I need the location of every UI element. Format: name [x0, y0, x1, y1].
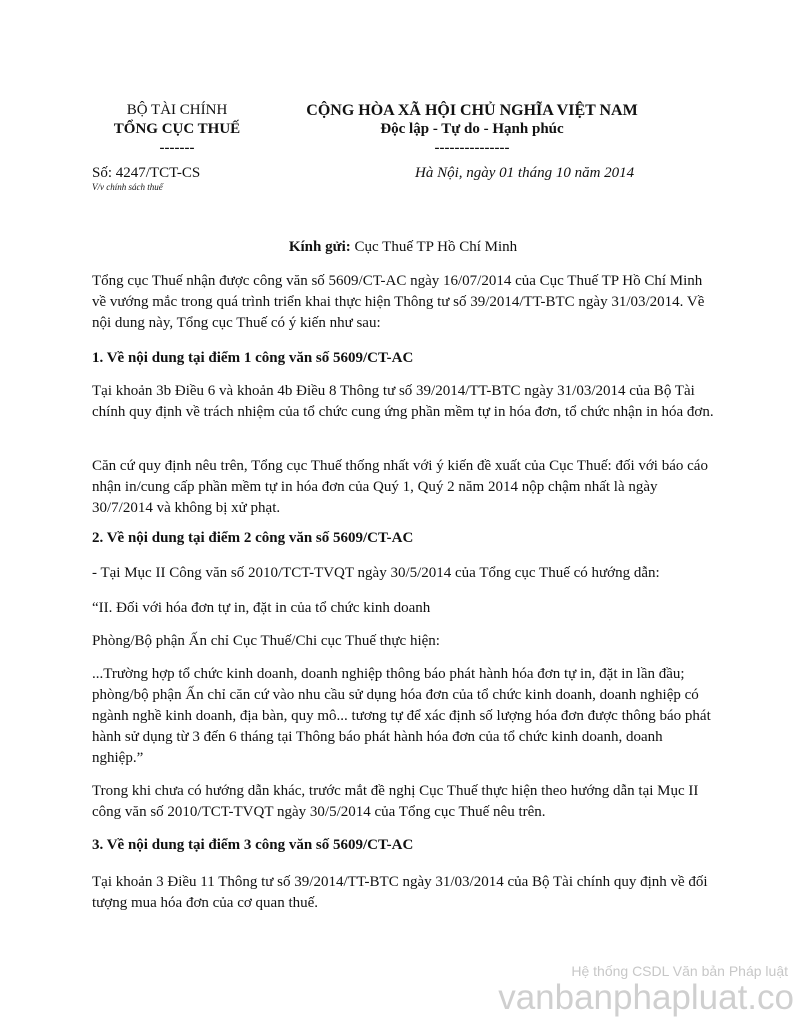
recipient-label: Kính gửi:: [288, 239, 351, 255]
section3-paragraph-1: Tại khoản 3 Điều 11 Thông tư số 39/2014/TT-BTC ngày 31/03/2014 của Bộ Tài chính quy định về đối tượng mua hóa đơn của cơ quan thuế.: [92, 874, 708, 911]
section2-paragraph-2: “II. Đối với hóa đơn tự in, đặt in của tổ chức kinh doanh: [92, 600, 431, 616]
issuer-divider: -------: [159, 140, 195, 156]
issuer-block: [92, 101, 262, 158]
section2-paragraph-5: Trong khi chưa có hướng dẫn khác, trước mắt đề nghị Cục Thuế thực hiện theo hướng dẫn tại Mục II công văn số 2010/TCT-TVQT ngày 30/5/2014 của Tổng cục Thuế nêu trên.: [92, 783, 699, 820]
intro-paragraph: Tổng cục Thuế nhận được công văn số 5609/CT-AC ngày 16/07/2014 của Cục Thuế TP Hồ Chí Minh về vướng mắc trong quá trình triển khai thực hiện Thông tư số 39/2014/TT-BTC ngày 31/03/2014. Về nội dung này, Tổng cục Thuế có ý kiến như sau:: [92, 273, 705, 331]
nation-divider: ---------------: [434, 140, 510, 156]
section1-paragraph-1: Tại khoản 3b Điều 6 và khoản 4b Điều 8 Thông tư số 39/2014/TT-BTC ngày 31/03/2014 của Bộ Tài chính quy định về trách nhiệm của tổ chức cung ứng phần mềm tự in hóa đơn, tổ chức nhận in hóa đơn.: [92, 383, 714, 420]
section2-paragraph-4: ...Trường hợp tổ chức kinh doanh, doanh nghiệp thông báo phát hành hóa đơn tự in, đặt in lần đầu; phòng/bộ phận Ấn chỉ căn cứ vào nhu cầu sử dụng hóa đơn của tổ chức kinh doanh, doanh nghiệp có ngành nghề kinh doanh, địa bàn, quy mô... tương tự để xác định số lượng hóa đơn được thông báo phát hành sử dụng từ 3 đến 6 tháng tại Thông báo phát hành hóa đơn của tổ chức kinh doanh, doanh nghiệp.”: [92, 666, 711, 766]
recipient-name: Cục Thuế TP Hồ Chí Minh: [354, 239, 518, 255]
watermark-site: vanbanphapluat.co: [498, 978, 794, 1017]
watermark-caption: Hệ thống CSDL Văn bản Pháp luật: [571, 963, 788, 979]
document-date: Hà Nội, ngày 01 tháng 10 năm 2014: [415, 165, 635, 181]
nation-title: CỘNG HÒA XÃ HỘI CHỦ NGHĨA VIỆT NAM: [306, 102, 638, 119]
document-subject: V/v chính sách thuế: [92, 182, 163, 192]
ministry-name: BỘ TÀI CHÍNH: [126, 102, 228, 118]
recipient-line: [92, 238, 714, 257]
section2-heading: 2. Về nội dung tại điểm 2 công văn số 5609/CT-AC: [92, 530, 414, 546]
document-number: Số: 4247/TCT-CS: [92, 165, 201, 181]
section3-heading: 3. Về nội dung tại điểm 3 công văn số 5609/CT-AC: [92, 837, 414, 853]
section2-paragraph-3: Phòng/Bộ phận Ấn chỉ Cục Thuế/Chi cục Thuế thực hiện:: [92, 633, 440, 649]
section1-heading: 1. Về nội dung tại điểm 1 công văn số 5609/CT-AC: [92, 350, 414, 366]
section2-paragraph-1: - Tại Mục II Công văn số 2010/TCT-TVQT ngày 30/5/2014 của Tổng cục Thuế có hướng dẫn:: [92, 565, 660, 581]
department-name: TỔNG CỤC THUẾ: [113, 121, 241, 137]
nation-motto: Độc lập - Tự do - Hạnh phúc: [380, 121, 564, 137]
section1-paragraph-2: Căn cứ quy định nêu trên, Tổng cục Thuế thống nhất với ý kiến đề xuất của Cục Thuế: đối với báo cáo nhận in/cung cấp phần mềm tự in hóa đơn của Quý 1, Quý 2 năm 2014 nộp chậm nhất là ngày 30/7/2014 và không bị xử phạt.: [92, 458, 708, 516]
nation-block: [282, 101, 662, 158]
